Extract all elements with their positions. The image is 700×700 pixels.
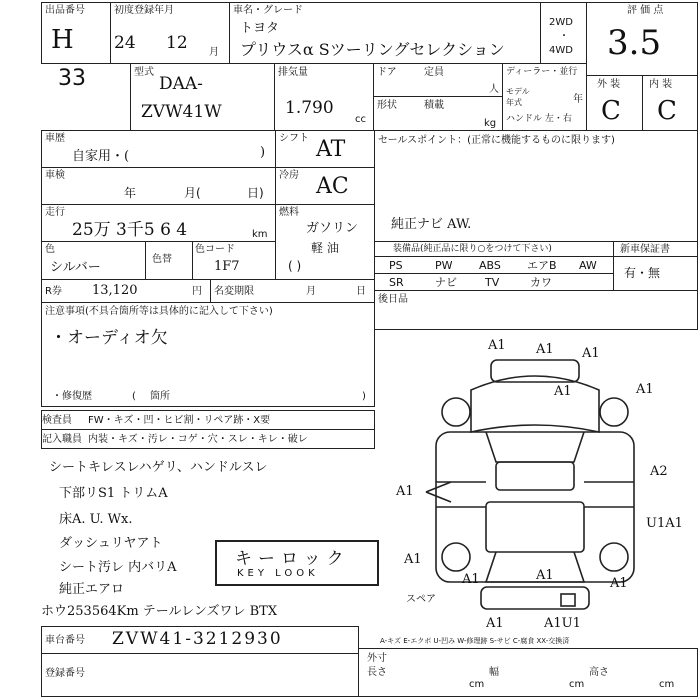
displacement-cell	[274, 63, 374, 131]
inspection-row	[41, 167, 276, 205]
mileage-unit: km	[252, 229, 268, 240]
key-stamp-text: キーロック	[235, 549, 350, 569]
damage-mark: U1A1	[646, 516, 683, 531]
notes-cell	[41, 302, 375, 407]
damage-mark: A2	[650, 464, 668, 479]
fuel-paren: ( )	[288, 259, 302, 273]
warranty-cell	[613, 241, 698, 291]
rear-seat-label: 後日品	[378, 294, 408, 305]
inspection-day: 日)	[247, 186, 264, 200]
color-code-value: 1F7	[214, 259, 240, 274]
model-label: 型式	[134, 67, 154, 78]
first-reg-year: 24	[114, 33, 136, 53]
width-label: 幅	[489, 667, 499, 678]
name-change-row	[210, 279, 375, 303]
recycle-label: R券	[45, 286, 62, 297]
dims-table	[358, 648, 698, 697]
damage-legend: A-キズ E-エクボ U-凹み W-修理跡 S-サビ C-腐食 XX-交換済	[380, 637, 570, 645]
load-unit: kg	[484, 118, 497, 129]
warranty-label: 新車保証書	[620, 244, 670, 255]
damage-diagram	[376, 332, 698, 632]
inspection-year: 年	[124, 186, 137, 200]
door-shape-cell	[373, 63, 503, 131]
comment-line: シートキレスレハゲリ、ハンドルスレ	[49, 460, 268, 475]
fuel-label: 燃料	[279, 207, 299, 218]
chassis-row	[41, 626, 359, 654]
height-label: 高さ	[589, 667, 609, 678]
equipment-divider	[375, 256, 613, 257]
damage-mark: A1	[404, 552, 422, 567]
reg-label: 登録番号	[45, 668, 85, 679]
damage-mark: A1U1	[544, 616, 581, 631]
score-value: 3.5	[607, 23, 662, 63]
chassis-value: ZVW41-3212930	[112, 629, 283, 649]
equipment-cell	[374, 241, 614, 291]
damage-mark: A1	[536, 568, 554, 583]
equipment-item: カワ	[530, 276, 552, 289]
outer-dims-label: 外寸	[367, 653, 387, 664]
exterior-label: 外 装	[597, 79, 621, 90]
model-value-2: ZVW41W	[141, 102, 222, 122]
ac-value: AC	[316, 174, 349, 199]
inspection-month: 月(	[184, 186, 201, 200]
comment-line: 下部リS1 トリムA	[59, 486, 168, 501]
color-divider-1	[145, 242, 146, 279]
color-value: シルバー	[50, 260, 101, 275]
shift-row	[275, 130, 375, 168]
name-change-month: 月	[306, 286, 316, 297]
history-label: 車歴	[45, 133, 65, 144]
model-year-unit: 年	[573, 94, 583, 105]
damage-mark: A1	[610, 576, 628, 591]
car-make: トヨタ	[240, 21, 280, 36]
car-name-cell	[229, 2, 541, 64]
equipment-item: PS	[389, 259, 403, 272]
drive-4wd: 4WD	[549, 45, 573, 56]
fuel-gas: ガソリン	[306, 221, 359, 236]
inspector-row	[41, 410, 375, 430]
history-row	[41, 130, 276, 168]
name-change-day: 日	[356, 286, 366, 297]
mileage-label: 走行	[45, 207, 65, 218]
capacity-unit: 人	[489, 84, 499, 95]
load-label: 積載	[424, 100, 444, 111]
recycle-unit: 円	[192, 286, 202, 297]
car-model: プリウスα Sツーリングセレクション	[240, 40, 505, 59]
first-reg-month-unit: 月	[209, 47, 219, 58]
damage-mark: A1	[554, 384, 572, 399]
repair-close: )	[362, 391, 366, 402]
height-unit: cm	[659, 679, 675, 690]
length-label: 長さ	[367, 667, 387, 678]
spare-label: スペア	[406, 594, 436, 605]
name-change-label: 名変期限	[214, 286, 254, 297]
damage-mark: A1	[396, 484, 414, 499]
comment-line: 純正エアロ	[59, 582, 125, 597]
car-outline-icon	[376, 332, 698, 632]
mileage-value: 25万 3千5 6 4	[72, 220, 188, 240]
comments-area	[41, 452, 375, 622]
first-reg-label: 初度登録年月	[114, 5, 174, 16]
notes-value: ・オーディオ欠	[50, 328, 168, 348]
equipment-item: TV	[485, 276, 500, 289]
displacement-label: 排気量	[278, 67, 308, 78]
drive-2wd: 2WD	[549, 17, 573, 28]
ext-int-divider	[642, 76, 643, 130]
inspection-label: 車検	[45, 170, 65, 181]
color-label: 色	[45, 244, 55, 255]
equipment-item: ABS	[479, 259, 501, 272]
equipment-label: 装備品(純正品に限り○をつけて下さい)	[393, 244, 552, 254]
chassis-label: 車台番号	[45, 635, 85, 646]
key-stamp	[215, 540, 379, 586]
recycle-value: 13,120	[92, 283, 138, 298]
interior-grade: C	[657, 96, 677, 126]
fuel-diesel: 軽 油	[311, 241, 339, 255]
color-divider-2	[192, 242, 193, 279]
ac-label: 冷房	[279, 170, 299, 181]
car-name-label: 車名・グレード	[233, 5, 303, 16]
reg-row	[41, 653, 359, 697]
equipment-item: SR	[389, 276, 404, 289]
equipment-divider	[375, 273, 613, 274]
shape-label: 形状	[377, 100, 397, 111]
comment-line: ダッシュリヤアト	[59, 536, 163, 551]
sales-point-label: セールスポイント：(正常に機能するものに限ります)	[378, 135, 615, 146]
dealer-cell	[502, 63, 587, 131]
model-value-1: DAA-	[159, 74, 203, 94]
displacement-value: 1.790	[285, 98, 334, 118]
sales-point-cell	[374, 130, 698, 242]
warranty-divider	[614, 256, 697, 257]
notes-label: 注意事項(不具合箇所等は具体的に記入して下さい)	[45, 306, 273, 317]
recycle-row	[41, 279, 211, 303]
equipment-item: ナビ	[435, 276, 457, 289]
score-cell	[586, 2, 698, 76]
drive-dot: ・	[559, 31, 569, 42]
mileage-row	[41, 204, 276, 242]
capacity-label: 定員	[424, 67, 444, 78]
recorder-items: 内装・キズ・汚レ・コゲ・穴・スレ・キレ・破レ	[88, 434, 308, 445]
rear-seat-cell	[374, 290, 698, 330]
damage-mark: A1	[488, 338, 506, 353]
nav-text: 純正ナビ AW.	[391, 217, 472, 232]
ac-row	[275, 167, 375, 205]
score-label: 評 価 点	[627, 5, 664, 16]
inspector-items: FW・キズ・凹・ヒビ割・リペア跡・X要	[88, 415, 271, 426]
shift-value: AT	[316, 137, 346, 162]
drive-cell	[540, 2, 587, 64]
warranty-value: 有・無	[624, 266, 661, 280]
repair-open: (	[132, 391, 136, 402]
ext-int-cell	[586, 75, 698, 131]
shift-label: シフト	[279, 133, 309, 144]
interior-label: 内 装	[649, 79, 673, 90]
lot-number: 33	[58, 66, 86, 91]
length-unit: cm	[469, 679, 485, 690]
color-change-label: 色替	[152, 254, 172, 265]
color-code-label: 色コード	[195, 244, 235, 255]
damage-mark: A1	[636, 382, 654, 397]
equipment-item: エアB	[527, 259, 557, 272]
color-row	[41, 241, 276, 280]
equipment-item: PW	[435, 259, 453, 272]
history-close: )	[260, 145, 266, 160]
recorder-row	[41, 429, 375, 449]
damage-mark: A1	[486, 616, 504, 631]
door-label: ドア	[377, 67, 397, 78]
damage-mark: A1	[582, 346, 600, 361]
recorder-label: 記入職員	[42, 434, 82, 445]
dealer-label: ディーラー・並行	[506, 67, 578, 77]
repair-label: ・修復歴	[52, 391, 92, 402]
lot-label: 出品番号	[45, 5, 85, 16]
fuel-cell	[275, 204, 375, 280]
door-shape-divider	[374, 96, 502, 97]
model-cell	[130, 63, 275, 131]
comment-line: 床A. U. Wx.	[59, 512, 133, 527]
first-reg-era: H	[51, 25, 76, 55]
repair-place: 箇所	[150, 391, 170, 402]
handle-label: ハンドル 左・右	[506, 114, 572, 124]
damage-mark: A1	[536, 342, 554, 357]
exterior-grade: C	[601, 96, 621, 126]
width-unit: cm	[569, 679, 585, 690]
comment-line: シート汚レ 内バリA	[59, 560, 177, 575]
history-value: 自家用・(	[72, 149, 130, 164]
damage-mark: A1	[462, 572, 480, 587]
displacement-unit: cc	[355, 114, 366, 125]
first-reg-month: 12	[166, 33, 188, 53]
equipment-item: AW	[579, 259, 597, 272]
key-stamp-sub: KEY LOOK	[237, 568, 319, 579]
inspector-label: 検査員	[42, 415, 72, 426]
comment-line: ホウ253564Km テールレンズワレ BTX	[41, 604, 278, 619]
model-year-label: モデル年式	[506, 87, 530, 107]
